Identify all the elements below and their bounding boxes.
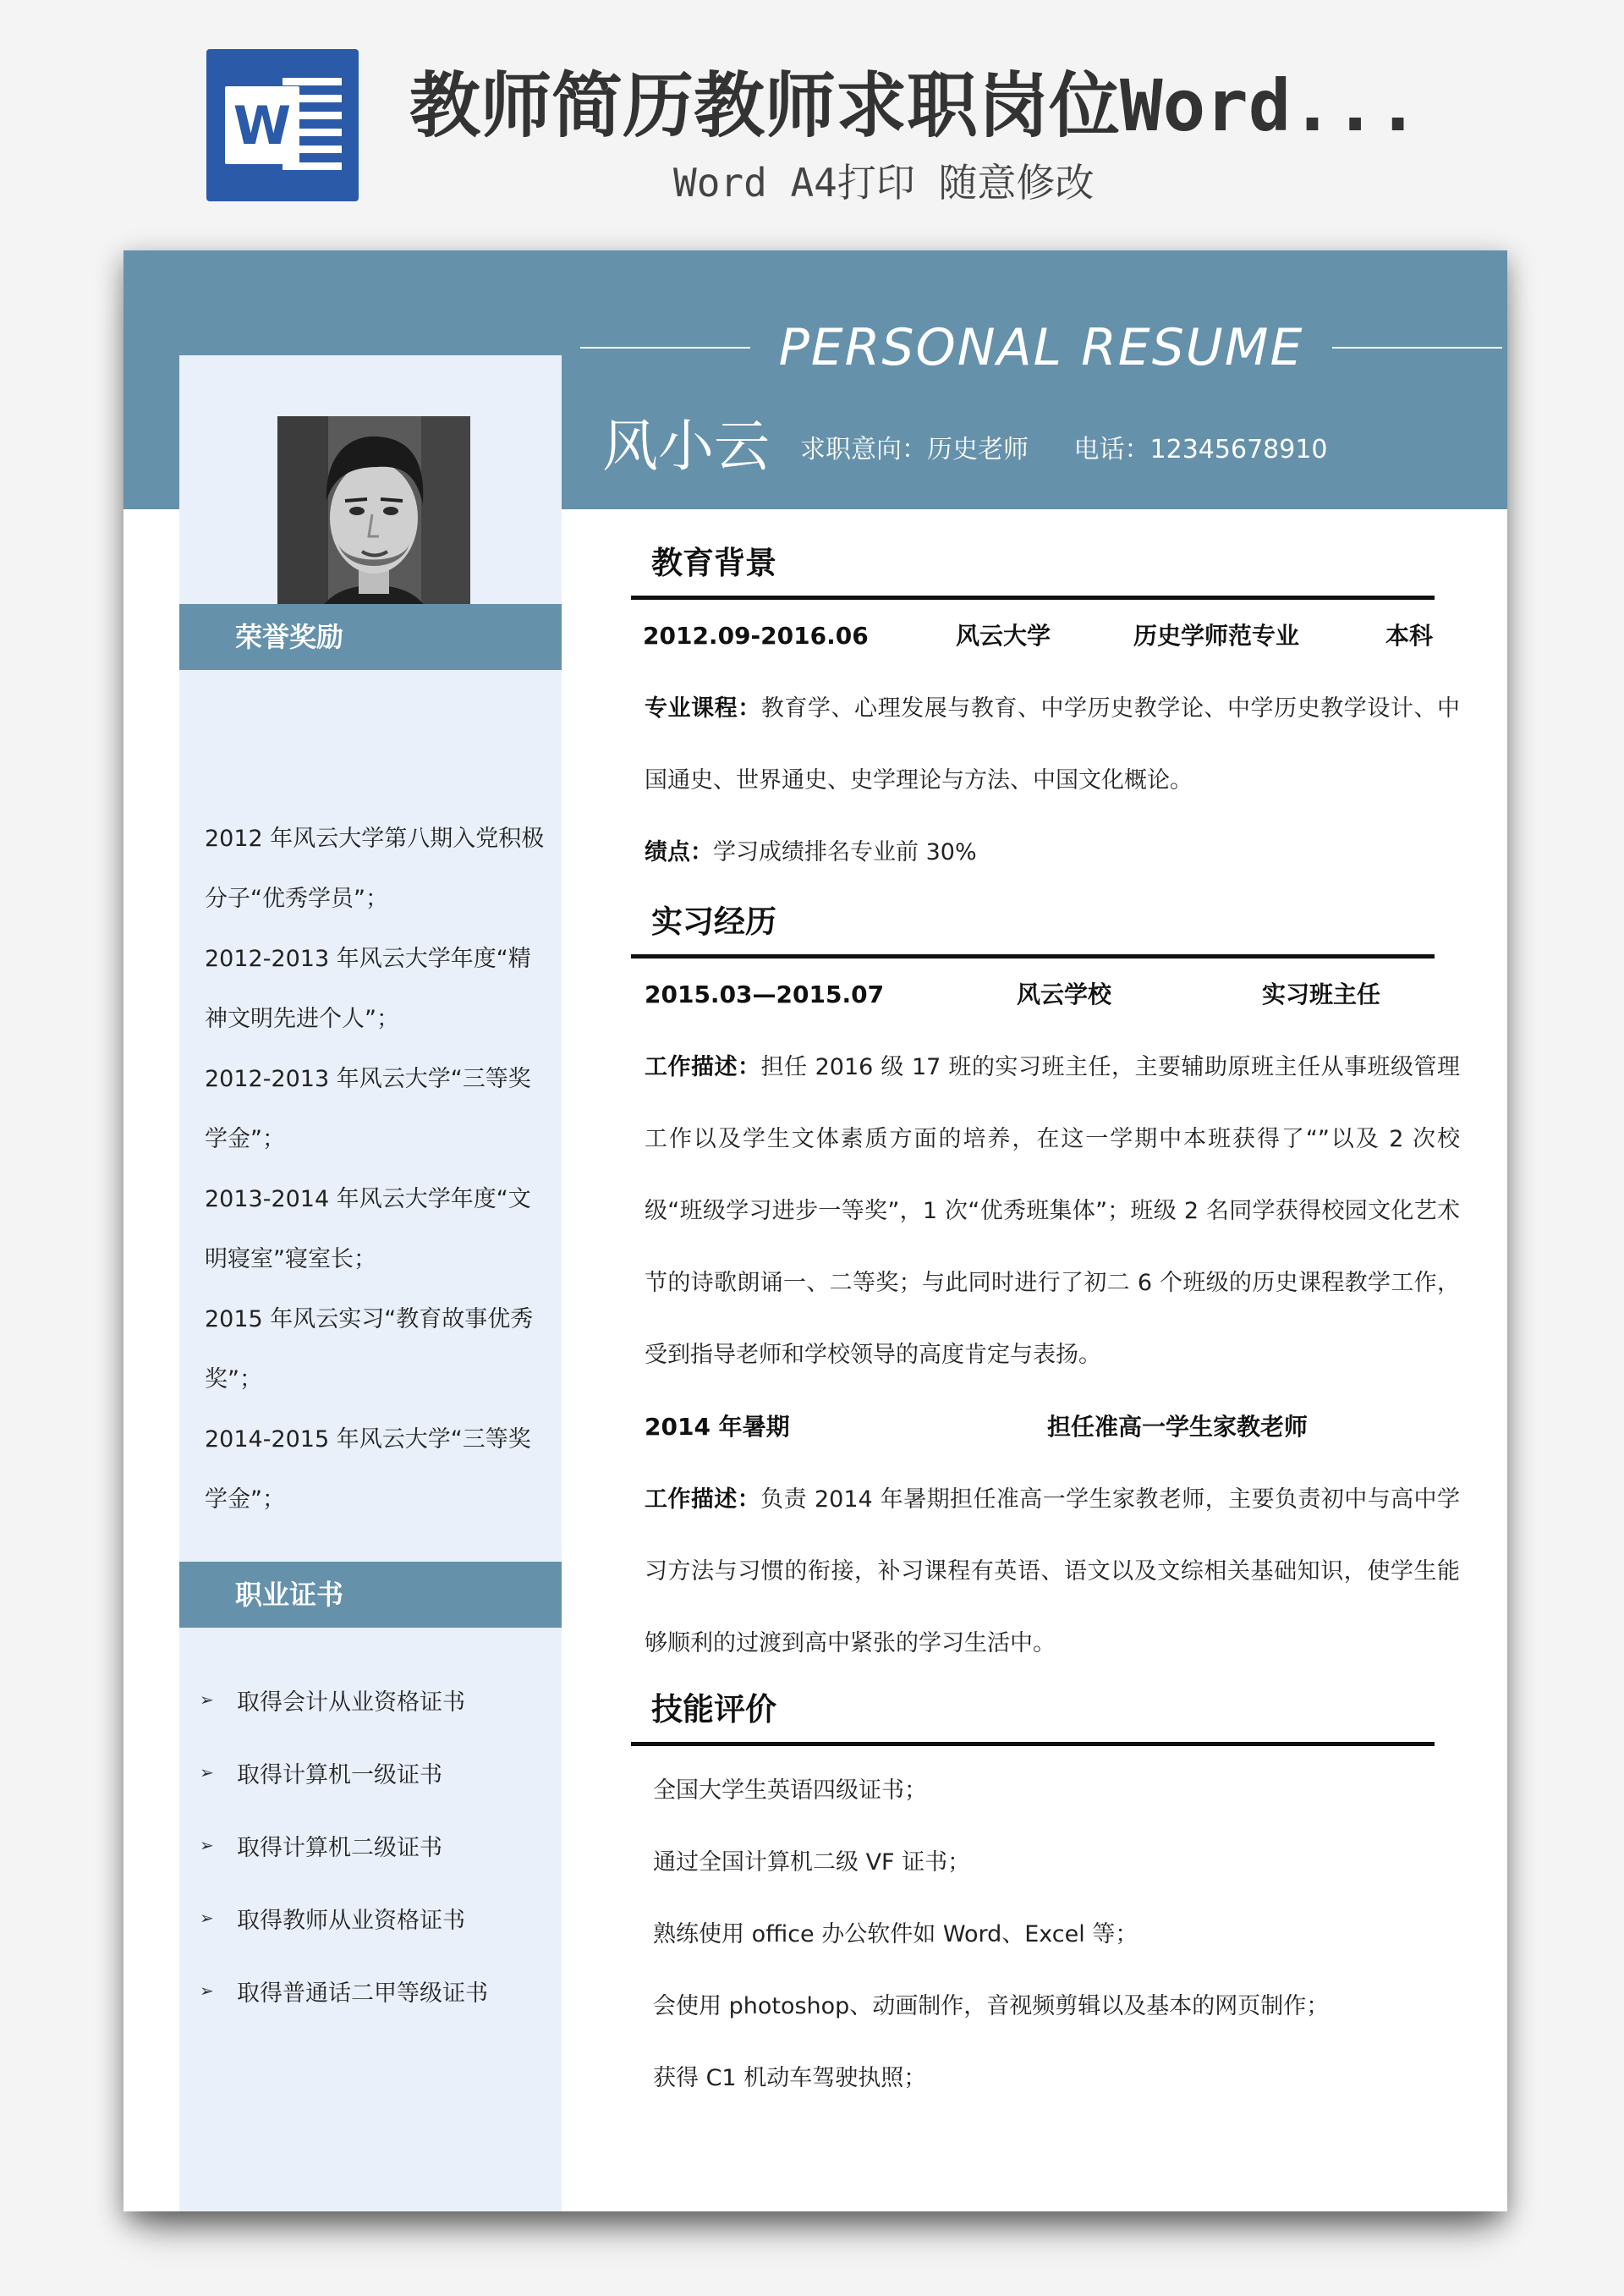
courses-label: 专业课程： bbox=[645, 695, 761, 722]
education-heading: 教育背景 bbox=[651, 545, 776, 581]
honors-line: 2015 年风云实习“教育故事优秀 bbox=[205, 1306, 534, 1332]
honors-heading: 荣誉奖励 bbox=[179, 604, 562, 670]
education-grades bbox=[631, 816, 1460, 888]
honors-line: 2012-2013 年风云大学年度“精 bbox=[205, 946, 531, 972]
education-major: 历史学师范专业 bbox=[1133, 622, 1300, 650]
honors-line: 学金”； bbox=[205, 1126, 285, 1152]
honors-line: 奖”； bbox=[205, 1366, 262, 1392]
tutoring-role: 担任准高一学生家教老师 bbox=[1047, 1413, 1309, 1441]
banner-title-text: PERSONAL RESUME bbox=[778, 318, 1304, 377]
courses-text: 教育学、心理发展与教育、中学历史教学论、中学历史教学设计、中国通史、世界通史、史学理论与方法、中国文化概论。 bbox=[645, 695, 1461, 794]
certificates-list bbox=[200, 1663, 555, 2027]
grades-label: 绩点： bbox=[645, 839, 713, 865]
page-subtitle: Word A4打印 随意修改 bbox=[673, 160, 1095, 206]
list-item: 会使用 photoshop、动画制作，音视频剪辑以及基本的网页制作； bbox=[653, 1993, 1330, 2019]
honors-line: 明寝室”寝室长； bbox=[205, 1246, 376, 1272]
honors-line: 分子“优秀学员”； bbox=[205, 886, 388, 912]
banner-rule-left bbox=[580, 347, 750, 349]
internship-summary-row bbox=[631, 958, 1477, 1031]
honors-line: 2014-2015 年风云大学“三等奖 bbox=[205, 1426, 531, 1453]
description-label: 工作描述： bbox=[645, 1486, 761, 1513]
grades-text: 学习成绩排名专业前 30% bbox=[713, 839, 977, 865]
internship-description bbox=[631, 1031, 1460, 1391]
word-logo-letter: W bbox=[225, 86, 299, 164]
education-courses bbox=[631, 673, 1460, 816]
list-item: 熟练使用 office 办公软件如 Word、Excel 等； bbox=[653, 1921, 1138, 1947]
certificate-text: 取得教师从业资格证书 bbox=[237, 1907, 465, 1934]
banner-rule-right bbox=[1332, 347, 1502, 349]
honors-list bbox=[205, 809, 551, 1530]
internship-period: 2015.03—2015.07 bbox=[645, 980, 885, 1008]
description-label: 工作描述： bbox=[645, 1054, 761, 1080]
skills-heading: 技能评价 bbox=[651, 1691, 776, 1727]
certificate-text: 取得计算机一级证书 bbox=[237, 1761, 442, 1788]
education-school: 风云大学 bbox=[956, 622, 1051, 650]
list-item: 通过全国计算机二级 VF 证书； bbox=[653, 1849, 971, 1876]
resume-banner-title bbox=[580, 316, 1502, 379]
list-item: 全国大学生英语四级证书； bbox=[653, 1777, 927, 1804]
certificate-text: 取得普通话二甲等级证书 bbox=[237, 1980, 488, 2007]
tutoring-period: 2014 年暑期 bbox=[645, 1413, 790, 1441]
honors-line: 2012-2013 年风云大学“三等奖 bbox=[205, 1066, 531, 1092]
internship-org: 风云学校 bbox=[1017, 980, 1112, 1008]
certificates-heading: 职业证书 bbox=[179, 1562, 562, 1628]
job-intent: 求职意向：历史老师 bbox=[800, 435, 1029, 464]
arrow-bullet-icon: ➢ bbox=[200, 1835, 214, 1855]
arrow-bullet-icon: ➢ bbox=[200, 1689, 214, 1710]
certificate-text: 取得计算机二级证书 bbox=[237, 1834, 442, 1861]
word-document-icon bbox=[206, 49, 359, 201]
phone-number: 电话：12345678910 bbox=[1073, 435, 1328, 464]
tutoring-summary-row bbox=[631, 1391, 1477, 1464]
education-degree: 本科 bbox=[1385, 622, 1434, 650]
honors-line: 神文明先进个人”； bbox=[205, 1006, 399, 1032]
tutoring-description bbox=[631, 1464, 1460, 1679]
certificate-text: 取得会计从业资格证书 bbox=[237, 1689, 465, 1716]
education-period: 2012.09-2016.06 bbox=[643, 622, 869, 650]
internship-heading: 实习经历 bbox=[651, 904, 776, 940]
list-item bbox=[200, 1663, 555, 1736]
description-text: 负责 2014 年暑期担任准高一学生家教老师，主要负责初中与高中学习方法与习惯的衔接，补习课程有英语、语文以及文综相关基础知识，使学生能够顺利的过渡到高中紧张的学习生活中。 bbox=[645, 1486, 1460, 1656]
page-title: 教师简历教师求职岗位Word... bbox=[409, 64, 1420, 147]
list-item bbox=[200, 1736, 555, 1809]
list-item bbox=[200, 1881, 555, 1954]
description-text: 担任 2016 级 17 班的实习班主任，主要辅助原班主任从事班级管理工作以及学生文体素质方面的培养，在这一学期中本班获得了“”以及 2 次校级“班级学习进步一等奖”，1 次“优秀班集体”；班级 2 名同学获得校园文化艺术节的诗歌朗诵一、二等奖；与此同时进行了初二 6 个班级的历史课程教学工作，受到指导老师和学校领导的高度肯定与表扬。 bbox=[645, 1054, 1460, 1368]
arrow-bullet-icon: ➢ bbox=[200, 1980, 214, 2001]
honors-line: 2012 年风云大学第八期入党积极 bbox=[205, 826, 545, 852]
education-summary-row bbox=[631, 600, 1477, 673]
list-item bbox=[200, 1954, 555, 2027]
contact-line bbox=[800, 428, 1365, 465]
section-divider bbox=[631, 1742, 1435, 1746]
arrow-bullet-icon: ➢ bbox=[200, 1908, 214, 1928]
internship-role: 实习班主任 bbox=[1262, 980, 1381, 1008]
resume-page bbox=[123, 250, 1507, 2211]
list-item: 获得 C1 机动车驾驶执照； bbox=[653, 2065, 927, 2091]
list-item bbox=[200, 1809, 555, 1881]
honors-line: 学金”； bbox=[205, 1486, 285, 1513]
skills-list bbox=[631, 1755, 1477, 2114]
honors-line: 2013-2014 年风云大学年度“文 bbox=[205, 1186, 531, 1212]
main-content bbox=[631, 538, 1477, 2114]
candidate-name: 风小云 bbox=[602, 414, 770, 479]
arrow-bullet-icon: ➢ bbox=[200, 1762, 214, 1782]
